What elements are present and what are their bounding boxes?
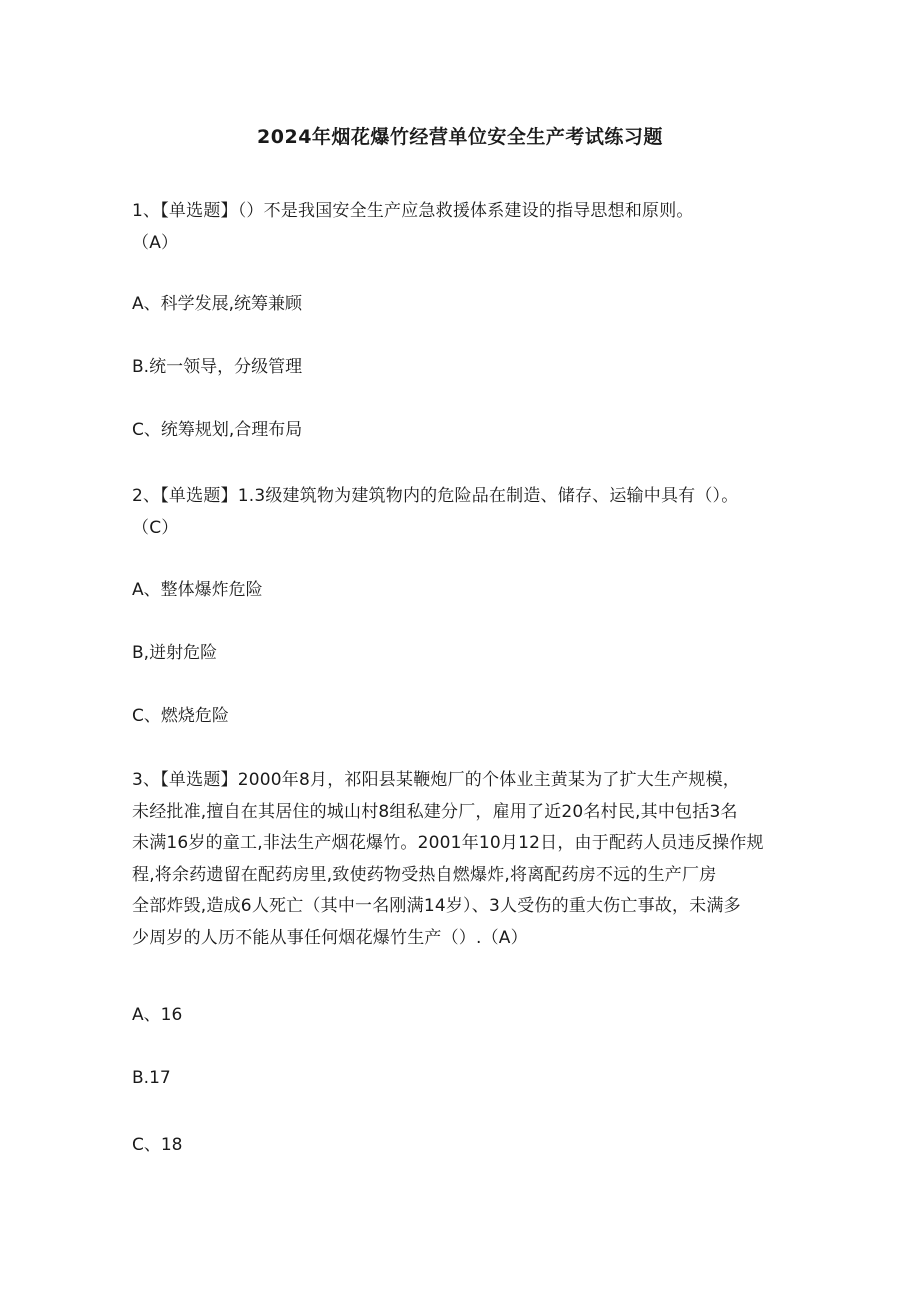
question-1-stem xyxy=(132,196,802,259)
question-1-stem-line-2: （A） xyxy=(132,232,179,253)
question-3-stem xyxy=(132,765,802,954)
question-3-stem-line-4: 程,将余药遗留在配药房里,致使药物受热自燃爆炸,将离配药房不远的生产厂房 xyxy=(132,864,717,885)
question-1-option-a: A、科学发展,统筹兼顾 xyxy=(132,294,303,314)
question-2-option-b: B,迸射危险 xyxy=(132,643,218,663)
question-2-option-a: A、整体爆炸危险 xyxy=(132,580,263,600)
question-3-stem-line-1: 3、【单选题】2000年8月，祁阳县某鞭炮厂的个体业主黄某为了扩大生产规模， xyxy=(132,770,740,790)
question-1-stem-line-1: 1、【单选题】（）不是我国安全生产应急救援体系建设的指导思想和原则。 xyxy=(132,201,694,221)
question-3-option-c: C、18 xyxy=(132,1135,183,1155)
question-1-option-c: C、统筹规划,合理布局 xyxy=(132,420,303,440)
question-3-stem-line-3: 未满16岁的童工,非法生产烟花爆竹。2001年10月12日，由于配药人员违反操作规 xyxy=(132,833,764,853)
question-3-stem-line-6: 少周岁的人历不能从事任何烟花爆竹生产（）.（A） xyxy=(132,927,528,948)
question-1-option-b: B.统一领导，分级管理 xyxy=(132,357,303,377)
document-title: 2024年烟花爆竹经营单位安全生产考试练习题 xyxy=(257,126,663,148)
question-2-option-c: C、燃烧危险 xyxy=(132,706,229,726)
question-3-stem-line-5: 全部炸毁,造成6人死亡（其中一名刚满14岁）、3人受伤的重大伤亡事故，未满多 xyxy=(132,896,741,916)
question-2-stem-line-1: 2、【单选题】1.3级建筑物为建筑物内的危险品在制造、储存、运输中具有（）。 xyxy=(132,486,739,506)
question-2-stem xyxy=(132,481,802,544)
question-3-option-b: B.17 xyxy=(132,1068,171,1088)
question-3-option-a: A、16 xyxy=(132,1005,183,1025)
question-2-stem-line-2: （C） xyxy=(132,517,179,538)
question-3-stem-line-2: 未经批准,擅自在其居住的城山村8组私建分厂，雇用了近20名村民,其中包括3名 xyxy=(132,801,738,822)
